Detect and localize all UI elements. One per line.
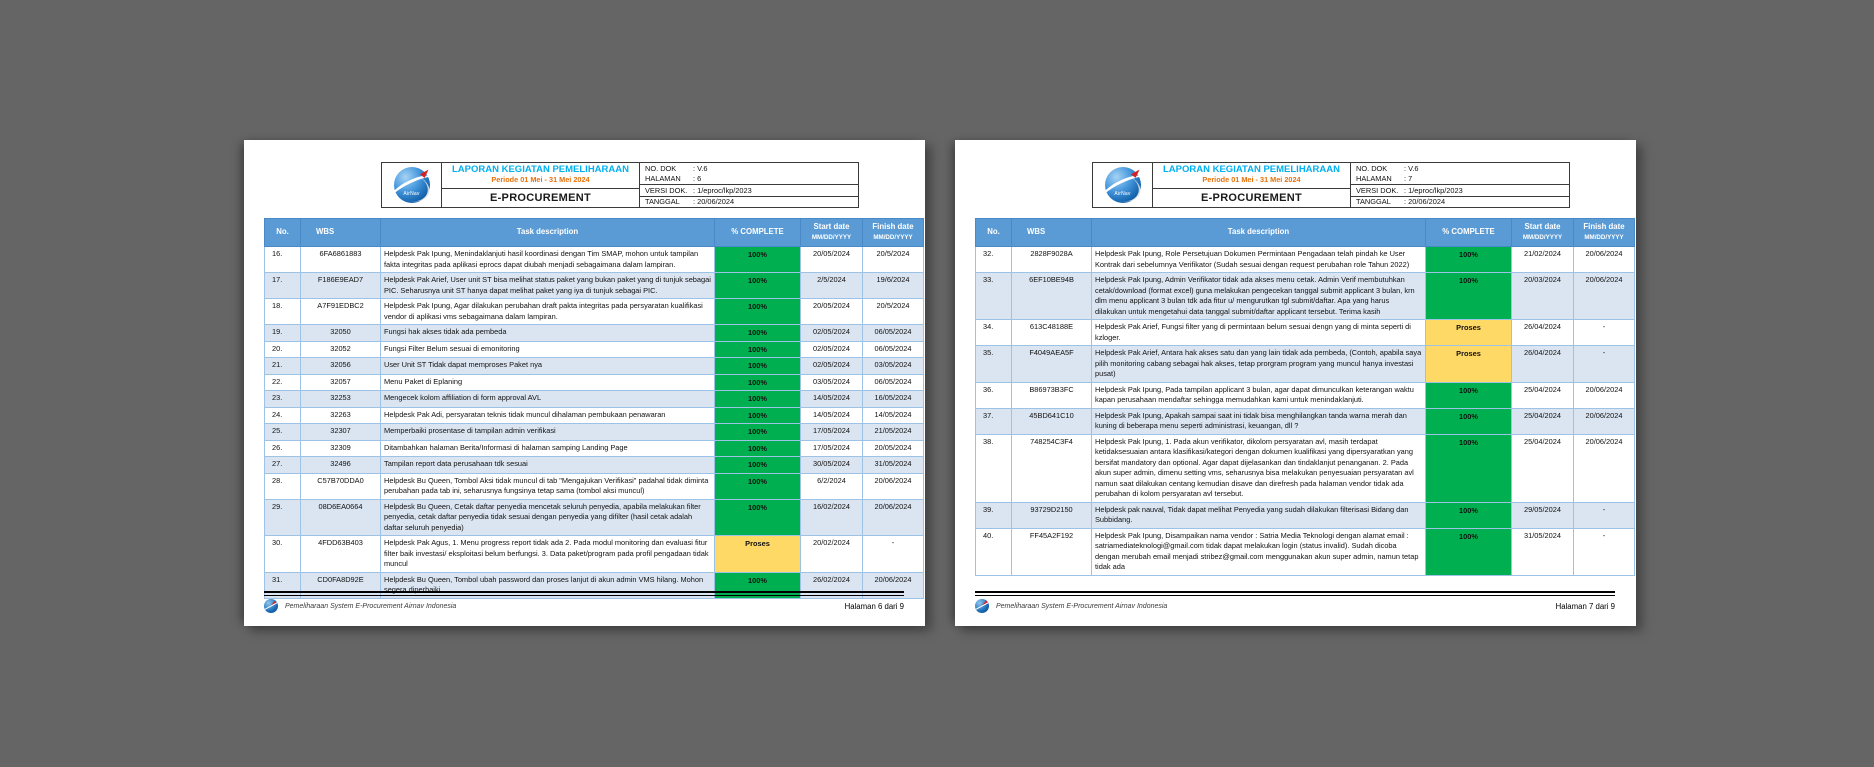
doc-info-label: TANGGAL	[645, 197, 680, 207]
start-date-cell: 16/02/2024	[801, 499, 863, 536]
column-header-desc	[1092, 219, 1426, 247]
wbs-cell: 4FDD63B403	[301, 536, 381, 573]
doc-info-row	[1351, 174, 1569, 186]
doc-info-row	[1351, 185, 1569, 197]
column-header-desc	[381, 219, 715, 247]
task-description-cell: Helpdesk Pak Adi, persyaratan teknis tidak muncul dihalaman pembukaan penawaran	[381, 407, 715, 424]
percent-complete-cell: 100%	[715, 374, 801, 391]
percent-complete-cell: 100%	[1426, 382, 1512, 408]
start-date-cell: 02/05/2024	[801, 341, 863, 358]
logo-cell	[382, 163, 442, 207]
start-date-cell: 20/03/2024	[1512, 273, 1574, 320]
percent-complete-cell: 100%	[715, 424, 801, 441]
table-header-row	[265, 219, 924, 247]
doc-info-value: : 6	[693, 174, 702, 184]
airnav-footer-logo-icon	[264, 599, 278, 613]
wbs-cell: 32052	[301, 341, 381, 358]
task-row	[265, 374, 924, 391]
row-number-cell: 31.	[265, 572, 301, 598]
task-description-cell: Helpdesk Pak Ipung, Pada tampilan applicant 3 bulan, agar dapat dimunculkan keterangan waktu kapan perusahaan mendaftar sehingga memudahkan kami untuk menindaklanjuti.	[1092, 382, 1426, 408]
row-number-cell: 37.	[976, 408, 1012, 434]
finish-date-cell: 20/06/2024	[1574, 273, 1635, 320]
percent-complete-cell: 100%	[715, 341, 801, 358]
task-row	[265, 473, 924, 499]
start-date-cell: 20/05/2024	[801, 247, 863, 273]
table-header	[976, 219, 1635, 247]
column-header-label: WBS	[1027, 227, 1046, 237]
wbs-cell: 6EF10BE94B	[1012, 273, 1092, 320]
doc-info-label: HALAMAN	[645, 174, 681, 184]
start-date-cell: 6/2/2024	[801, 473, 863, 499]
finish-date-cell: 20/06/2024	[1574, 382, 1635, 408]
start-date-cell: 14/05/2024	[801, 391, 863, 408]
page-footer	[975, 591, 1615, 613]
task-row	[265, 325, 924, 342]
task-description-cell: Helpdesk Pak Ipung, Menindaklanjuti hasil koordinasi dengan Tim SMAP, mohon untuk tampilan fakta integritas pada aplikasi eprocs dapat diubah menjadi sebagaimana dalam lampiran.	[381, 247, 715, 273]
doc-info-row	[1351, 197, 1569, 208]
task-row	[265, 299, 924, 325]
doc-info-label: NO. DOK	[645, 163, 677, 173]
document-page-6	[244, 140, 925, 626]
row-number-cell: 25.	[265, 424, 301, 441]
row-number-cell: 26.	[265, 440, 301, 457]
doc-info-value: : V.6	[693, 163, 708, 173]
doc-info-row	[640, 174, 858, 186]
percent-complete-cell: 100%	[1426, 434, 1512, 502]
row-number-cell: 36.	[976, 382, 1012, 408]
start-date-cell: 20/05/2024	[801, 299, 863, 325]
row-number-cell: 34.	[976, 320, 1012, 346]
task-description-cell: Helpdesk Bu Queen, Tombol Aksi tidak muncul di tab "Mengajukan Verifikasi" padahal tidak diminta perubahan pada tab ini, seharusnya fungsinya tetap sama (tombol aksi muncul)	[381, 473, 715, 499]
column-header-wbs	[301, 219, 381, 247]
row-number-cell: 20.	[265, 341, 301, 358]
percent-complete-cell: 100%	[715, 407, 801, 424]
footer-rule	[264, 591, 904, 596]
task-description-cell: Helpdesk Bu Queen, Tombol ubah password dan proses lanjut di akun admin VMS hilang. Mohon segera diperbaiki	[381, 572, 715, 598]
report-title-block	[1153, 163, 1350, 189]
row-number-cell: 22.	[265, 374, 301, 391]
start-date-cell: 2/5/2024	[801, 273, 863, 299]
column-header-label: Start date	[1524, 222, 1561, 231]
percent-complete-cell: 100%	[1426, 273, 1512, 320]
finish-date-cell: 20/06/2024	[863, 572, 924, 598]
start-date-cell: 29/05/2024	[1512, 502, 1574, 528]
footer-row	[975, 599, 1615, 613]
finish-date-cell: 21/05/2024	[863, 424, 924, 441]
start-date-cell: 25/04/2024	[1512, 408, 1574, 434]
percent-complete-cell: 100%	[715, 457, 801, 474]
finish-date-cell: -	[1574, 320, 1635, 346]
percent-complete-cell: 100%	[715, 273, 801, 299]
airnav-logo-icon	[1103, 165, 1143, 205]
percent-complete-cell: 100%	[1426, 408, 1512, 434]
report-header-box	[1092, 162, 1570, 208]
percent-complete-cell: 100%	[715, 572, 801, 598]
task-description-cell: Helpdesk Pak Ipung, Admin Verifikator tidak ada akses menu cetak. Admin Verif membutuhkan cetak/download (format excel) guna melakukan pengecekan tanggal submit applicant 3 bulan, krn dlm menu applicant 3 bulan tdk ada fitur u/ mengurutkan tgl submit/daftar. Apa yang harus dilakukan untuk mengetahui data tanggal submit/daftar applicant tersebut. Terima kasih	[1092, 273, 1426, 320]
column-header-fin	[1574, 219, 1635, 247]
wbs-cell: 2828F9028A	[1012, 247, 1092, 273]
task-description-cell: Helpdesk Bu Queen, Cetak daftar penyedia mencetak seluruh penyedia, apabila melakukan filter penyedia, cetak daftar penyedia tidak sesuai dengan penyedia yang difilter (hasil cetak adalah daftar seluruh penyedia)	[381, 499, 715, 536]
doc-info-label: VERSI DOK.	[645, 185, 688, 195]
doc-info-value: : 1/eproc/lkp/2023	[1404, 185, 1463, 195]
task-description-cell: Helpdesk Pak Ipung, 1. Pada akun verifikator, dikolom persyaratan avl, masih terdapat ketidaksesuaian antara klasifikasi/kategori dengan dokumen kualifikasi yang dipersyaratkan yang bersifat mandatory dan optional. Agar dapat dijelasankan dan tindaklanjut penanganan. 2. Pada akun super admin, dimenu setting vms, seharusnya bisa melakukan penyesuaian persyaratan avl namun saat dilakukan centang kemudian disave dan direfresh pada halaman vendor tidak ada perubahan di kolom persyaratan avl tersebut.	[1092, 434, 1426, 502]
start-date-cell: 02/05/2024	[801, 325, 863, 342]
column-header-start	[801, 219, 863, 247]
start-date-cell: 20/02/2024	[801, 536, 863, 573]
task-description-cell: Tampilan report data perusahaan tdk sesuai	[381, 457, 715, 474]
percent-complete-cell: 100%	[715, 358, 801, 375]
wbs-cell: 6FA6861883	[301, 247, 381, 273]
column-header-label: WBS	[316, 227, 335, 237]
task-row	[976, 247, 1635, 273]
start-date-cell: 17/05/2024	[801, 424, 863, 441]
wbs-cell: 32263	[301, 407, 381, 424]
doc-info-label: HALAMAN	[1356, 174, 1392, 184]
column-header-subtext: MM/DD/YYYY	[811, 233, 852, 241]
column-header-label: No.	[276, 227, 289, 237]
start-date-cell: 26/02/2024	[801, 572, 863, 598]
task-description-cell: Menu Paket di Eplaning	[381, 374, 715, 391]
task-row	[976, 528, 1635, 575]
page-number: Halaman 7 dari 9	[1555, 601, 1615, 611]
start-date-cell: 17/05/2024	[801, 440, 863, 457]
page-footer	[264, 591, 904, 613]
doc-info-value: : 20/06/2024	[693, 197, 735, 207]
column-header-label: % COMPLETE	[1442, 227, 1495, 237]
finish-date-cell: 19/6/2024	[863, 273, 924, 299]
row-number-cell: 17.	[265, 273, 301, 299]
report-title: LAPORAN KEGIATAN PEMELIHARAAN	[452, 164, 629, 175]
percent-complete-cell: 100%	[715, 473, 801, 499]
start-date-cell: 03/05/2024	[801, 374, 863, 391]
report-title-cell	[442, 163, 640, 207]
percent-complete-cell: 100%	[1426, 247, 1512, 273]
percent-complete-cell: 100%	[1426, 502, 1512, 528]
doc-info-value: : V.6	[1404, 163, 1419, 173]
column-header-label: No.	[987, 227, 1000, 237]
wbs-cell: 32056	[301, 358, 381, 375]
task-row	[265, 358, 924, 375]
finish-date-cell: 20/06/2024	[1574, 434, 1635, 502]
column-header-no	[265, 219, 301, 247]
footer-row	[264, 599, 904, 613]
task-row	[265, 407, 924, 424]
doc-info-value: : 20/06/2024	[1404, 197, 1446, 207]
doc-info-value: : 1/eproc/lkp/2023	[693, 185, 752, 195]
task-row	[265, 499, 924, 536]
column-header-start	[1512, 219, 1574, 247]
start-date-cell: 21/02/2024	[1512, 247, 1574, 273]
task-row	[976, 434, 1635, 502]
task-description-cell: Helpdesk pak nauval, Tidak dapat melihat Penyedia yang sudah dilakukan filterisasi Bidang dan Subbidang.	[1092, 502, 1426, 528]
percent-complete-cell: 100%	[715, 391, 801, 408]
logo-cell	[1093, 163, 1153, 207]
wbs-cell: 93729D2150	[1012, 502, 1092, 528]
column-header-no	[976, 219, 1012, 247]
column-header-pct	[1426, 219, 1512, 247]
wbs-cell: 45BD641C10	[1012, 408, 1092, 434]
column-header-label: Task description	[1227, 227, 1290, 237]
logo-text: AirNav	[403, 191, 420, 197]
row-number-cell: 19.	[265, 325, 301, 342]
start-date-cell: 25/04/2024	[1512, 434, 1574, 502]
finish-date-cell: 14/05/2024	[863, 407, 924, 424]
start-date-cell: 26/04/2024	[1512, 320, 1574, 346]
task-description-cell: Fungsi hak akses tidak ada pembeda	[381, 325, 715, 342]
airnav-logo-icon	[392, 165, 432, 205]
column-header-label: % COMPLETE	[731, 227, 784, 237]
doc-info-row	[640, 163, 858, 174]
table-body	[265, 247, 924, 599]
finish-date-cell: 20/5/2024	[863, 299, 924, 325]
footer-text: Pemeliharaan System E-Procurement Airnav Indonesia	[285, 602, 457, 610]
report-periode: Periode 01 Mei - 31 Mei 2024	[491, 174, 590, 184]
document-page-7	[955, 140, 1636, 626]
report-title-cell	[1153, 163, 1351, 207]
wbs-cell: 32253	[301, 391, 381, 408]
task-row	[265, 440, 924, 457]
task-description-cell: Memperbaiki prosentase di tampilan admin verifikasi	[381, 424, 715, 441]
task-description-cell: Helpdesk Pak Ipung, Agar dilakukan perubahan draft pakta integritas pada persyaratan kualifikasi vendor di aplikasi vms sebagaimana dalam lampiran.	[381, 299, 715, 325]
start-date-cell: 02/05/2024	[801, 358, 863, 375]
task-row	[265, 391, 924, 408]
task-row	[265, 536, 924, 573]
percent-complete-cell: 100%	[1426, 528, 1512, 575]
row-number-cell: 18.	[265, 299, 301, 325]
doc-info-label: TANGGAL	[1356, 197, 1391, 207]
row-number-cell: 35.	[976, 346, 1012, 383]
page-number: Halaman 6 dari 9	[844, 601, 904, 611]
task-description-cell: Mengecek kolom affiliation di form approval AVL	[381, 391, 715, 408]
row-number-cell: 38.	[976, 434, 1012, 502]
wbs-cell: B86973B3FC	[1012, 382, 1092, 408]
wbs-cell: C57B70DDA0	[301, 473, 381, 499]
finish-date-cell: 31/05/2024	[863, 457, 924, 474]
row-number-cell: 24.	[265, 407, 301, 424]
task-description-cell: Helpdesk Pak Agus, 1. Menu progress report tidak ada 2. Pada modul monitoring dan evaluasi fitur filter baik investasi/ eksploitasi belum berfungsi. 3. Data paket/program pada profil pengadaan tidak muncul	[381, 536, 715, 573]
task-description-cell: Ditambahkan halaman Berita/Informasi di halaman samping Landing Page	[381, 440, 715, 457]
report-subtitle: E-PROCUREMENT	[489, 192, 592, 204]
report-title-block	[442, 163, 639, 189]
finish-date-cell: 20/05/2024	[863, 440, 924, 457]
percent-complete-cell: Proses	[1426, 320, 1512, 346]
task-description-cell: Helpdesk Pak Ipung, Apakah sampai saat ini tidak bisa menghilangkan tanda warna merah dan kuning di beberapa menu seperti administrasi, keuangan, dll ?	[1092, 408, 1426, 434]
task-row	[265, 247, 924, 273]
finish-date-cell: -	[1574, 346, 1635, 383]
task-description-cell: Helpdesk Pak Arief, Fungsi filter yang di permintaan belum sesuai dengn yang di minta seperti di kzloger.	[1092, 320, 1426, 346]
row-number-cell: 33.	[976, 273, 1012, 320]
task-description-cell: Helpdesk Pak Arief, Antara hak akses satu dan yang lain tidak ada pembeda, (Contoh, apabila saya pilih monitoring cabang sebagai hak akses, tetap prorgram program yang muncul hanya investasi pusat)	[1092, 346, 1426, 383]
wbs-cell: F186E9EAD7	[301, 273, 381, 299]
doc-info-label: NO. DOK	[1356, 163, 1388, 173]
table-header	[265, 219, 924, 247]
row-number-cell: 29.	[265, 499, 301, 536]
finish-date-cell: 03/05/2024	[863, 358, 924, 375]
doc-info-row	[640, 197, 858, 208]
column-header-subtext: MM/DD/YYYY	[1584, 233, 1624, 241]
task-description-cell: User Unit ST Tidak dapat memproses Paket nya	[381, 358, 715, 375]
column-header-label: Finish date	[1583, 222, 1625, 231]
row-number-cell: 16.	[265, 247, 301, 273]
logo-text: AirNav	[1114, 191, 1131, 197]
percent-complete-cell: 100%	[715, 440, 801, 457]
report-title: LAPORAN KEGIATAN PEMELIHARAAN	[1163, 164, 1340, 175]
start-date-cell: 31/05/2024	[1512, 528, 1574, 575]
wbs-cell: A7F91EDBC2	[301, 299, 381, 325]
wbs-cell: 32309	[301, 440, 381, 457]
task-description-cell: Fungsi Filter Belum sesuai di emonitoring	[381, 341, 715, 358]
wbs-cell: 32307	[301, 424, 381, 441]
finish-date-cell: 20/06/2024	[1574, 247, 1635, 273]
doc-info-box	[640, 163, 858, 207]
finish-date-cell: 06/05/2024	[863, 325, 924, 342]
wbs-cell: 32050	[301, 325, 381, 342]
wbs-cell: 32496	[301, 457, 381, 474]
percent-complete-cell: Proses	[715, 536, 801, 573]
table-header-row	[976, 219, 1635, 247]
column-header-label: Task description	[516, 227, 579, 237]
start-date-cell: 26/04/2024	[1512, 346, 1574, 383]
airnav-footer-logo-icon	[975, 599, 989, 613]
finish-date-cell: 16/05/2024	[863, 391, 924, 408]
task-description-cell: Helpdesk Pak Ipung, Disampaikan nama vendor : Satria Media Teknologi dengan alamat email : satriamediateknologi@gmail.com tidak dapat melakukan login (status invalid). Sudah dicoba dengan merubah email menjadi stribez@gmail.com menggunakan akun super admin, namun tetap tidak ada	[1092, 528, 1426, 575]
report-subtitle: E-PROCUREMENT	[1200, 192, 1303, 204]
task-row	[976, 320, 1635, 346]
finish-date-cell: 20/06/2024	[863, 499, 924, 536]
row-number-cell: 27.	[265, 457, 301, 474]
wbs-cell: F4049AEA5F	[1012, 346, 1092, 383]
task-row	[265, 457, 924, 474]
row-number-cell: 28.	[265, 473, 301, 499]
finish-date-cell: 20/5/2024	[863, 247, 924, 273]
finish-date-cell: 06/05/2024	[863, 374, 924, 391]
finish-date-cell: 20/06/2024	[1574, 408, 1635, 434]
start-date-cell: 30/05/2024	[801, 457, 863, 474]
row-number-cell: 30.	[265, 536, 301, 573]
footer-rule	[975, 591, 1615, 596]
column-header-label: Start date	[813, 222, 850, 231]
task-row	[265, 341, 924, 358]
doc-info-box	[1351, 163, 1569, 207]
doc-info-label: VERSI DOK.	[1356, 185, 1399, 195]
task-row	[976, 382, 1635, 408]
column-header-pct	[715, 219, 801, 247]
task-row	[976, 408, 1635, 434]
column-header-label: Finish date	[872, 222, 914, 231]
percent-complete-cell: Proses	[1426, 346, 1512, 383]
start-date-cell: 14/05/2024	[801, 407, 863, 424]
maintenance-task-table	[975, 218, 1635, 576]
task-row	[265, 273, 924, 299]
start-date-cell: 25/04/2024	[1512, 382, 1574, 408]
percent-complete-cell: 100%	[715, 247, 801, 273]
row-number-cell: 21.	[265, 358, 301, 375]
wbs-cell: FF45A2F192	[1012, 528, 1092, 575]
maintenance-task-table	[264, 218, 924, 599]
wbs-cell: 613C48188E	[1012, 320, 1092, 346]
doc-info-row	[1351, 163, 1569, 174]
table-body	[976, 247, 1635, 576]
row-number-cell: 32.	[976, 247, 1012, 273]
doc-info-value: : 7	[1404, 174, 1413, 184]
row-number-cell: 39.	[976, 502, 1012, 528]
finish-date-cell: -	[1574, 502, 1635, 528]
percent-complete-cell: 100%	[715, 299, 801, 325]
wbs-cell: 08D6EA0664	[301, 499, 381, 536]
column-header-wbs	[1012, 219, 1092, 247]
percent-complete-cell: 100%	[715, 499, 801, 536]
task-row	[265, 424, 924, 441]
task-description-cell: Helpdesk Pak Arief, User unit ST bisa melihat status paket yang bukan paket yang di tunjuk sebagai PIC. Seharusnya unit ST hanya dapat melihat paket yang iya di tunjuk sebagai PIC.	[381, 273, 715, 299]
task-description-cell: Helpdesk Pak Ipung, Role Persetujuan Dokumen Permintaan Pengadaan telah pindah ke User Kontrak dari sebelumnya Verifikator (Sudah sesuai dengan request perubahan role Tahun 2022)	[1092, 247, 1426, 273]
row-number-cell: 23.	[265, 391, 301, 408]
column-header-subtext: MM/DD/YYYY	[1522, 233, 1563, 241]
column-header-subtext: MM/DD/YYYY	[873, 233, 913, 241]
wbs-cell: CD0FA8D92E	[301, 572, 381, 598]
finish-date-cell: 20/06/2024	[863, 473, 924, 499]
doc-info-row	[640, 185, 858, 197]
finish-date-cell: 06/05/2024	[863, 341, 924, 358]
finish-date-cell: -	[1574, 528, 1635, 575]
column-header-fin	[863, 219, 924, 247]
report-header-box	[381, 162, 859, 208]
task-row	[976, 273, 1635, 320]
percent-complete-cell: 100%	[715, 325, 801, 342]
report-periode: Periode 01 Mei - 31 Mei 2024	[1202, 174, 1301, 184]
task-row	[976, 346, 1635, 383]
wbs-cell: 748254C3F4	[1012, 434, 1092, 502]
footer-text: Pemeliharaan System E-Procurement Airnav Indonesia	[996, 602, 1168, 610]
row-number-cell: 40.	[976, 528, 1012, 575]
task-row	[976, 502, 1635, 528]
wbs-cell: 32057	[301, 374, 381, 391]
finish-date-cell: -	[863, 536, 924, 573]
